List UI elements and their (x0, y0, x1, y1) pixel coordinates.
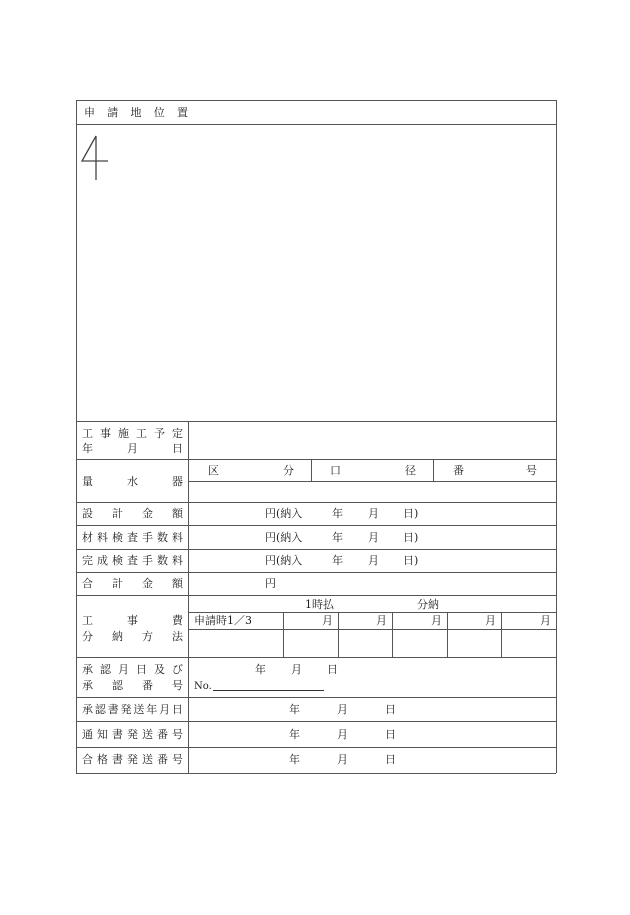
divider (433, 459, 434, 481)
completion-fee-yen: 円(納入 (265, 554, 303, 567)
location-label: 申 請 地 位 置 (84, 106, 188, 119)
material-inspection-fee-label: 材 料 検 査 手 数 料 (82, 531, 183, 544)
approval-doc-date-field[interactable] (189, 698, 556, 721)
month-col-3: 月 (431, 614, 442, 627)
meter-header-number: 番 号 (453, 464, 537, 477)
pass-doc-month: 月 (337, 753, 348, 766)
location-map-area[interactable] (77, 125, 556, 421)
approval-doc-day: 日 (385, 703, 396, 716)
month-col-2: 月 (376, 614, 387, 627)
payment-amount-col-1[interactable] (284, 630, 338, 657)
material-fee-yen: 円(納入 (265, 531, 303, 544)
payment-amount-col-3[interactable] (393, 630, 447, 657)
divider (311, 459, 312, 481)
payment-amount-col-4[interactable] (448, 630, 501, 657)
completion-fee-month: 月 (368, 554, 379, 567)
approval-doc-sent-date-label: 承 認 書 発 送 年 月 日 (82, 703, 183, 716)
installment-header: 分納 (417, 598, 439, 611)
border-bottom (76, 773, 556, 774)
payment-amount-col-5[interactable] (502, 630, 556, 657)
approval-doc-year: 年 (289, 703, 300, 716)
approval-no-label: No. (194, 681, 212, 692)
notice-doc-date-field[interactable] (189, 722, 556, 747)
notice-doc-day: 日 (385, 728, 396, 741)
divider (76, 657, 556, 658)
notice-doc-month: 月 (337, 728, 348, 741)
total-amount-field[interactable] (189, 573, 556, 595)
design-amount-month: 月 (368, 507, 379, 520)
construction-schedule-label-line1: 工 事 施 工 予 定 (82, 427, 183, 440)
month-col-4: 月 (485, 614, 496, 627)
divider (76, 459, 556, 460)
payment-amount-col-0[interactable] (189, 630, 283, 657)
total-amount-yen: 円 (265, 577, 276, 590)
approval-number-field[interactable] (213, 680, 324, 691)
notice-doc-year: 年 (289, 728, 300, 741)
meter-header-category: 区 分 (208, 464, 294, 477)
design-amount-yen: 円(納入 (265, 507, 303, 520)
payment-method-label-line1: 工 事 費 (82, 614, 183, 627)
material-fee-day: 日) (403, 531, 419, 544)
notice-doc-sent-number-label: 通 知 書 発 送 番 号 (82, 728, 183, 741)
approval-year: 年 (255, 663, 266, 676)
design-amount-year: 年 (332, 507, 343, 520)
lump-sum-header: 1時払 (305, 598, 334, 611)
material-fee-field[interactable] (189, 526, 556, 549)
material-fee-year: 年 (332, 531, 343, 544)
pass-doc-sent-number-label: 合 格 書 発 送 番 号 (82, 753, 183, 766)
approval-doc-month: 月 (337, 703, 348, 716)
construction-schedule-label-line2: 年 月 日 (82, 442, 183, 455)
completion-fee-day: 日) (403, 554, 419, 567)
meter-value-field[interactable] (189, 482, 556, 502)
design-amount-field[interactable] (189, 503, 556, 525)
pass-doc-day: 日 (385, 753, 396, 766)
pass-doc-year: 年 (289, 753, 300, 766)
handwritten-number-4 (80, 134, 116, 184)
meter-header-diameter: 口 径 (330, 464, 416, 477)
material-fee-month: 月 (368, 531, 379, 544)
payment-amount-col-2[interactable] (339, 630, 392, 657)
completion-fee-field[interactable] (189, 550, 556, 572)
divider (76, 595, 556, 596)
border-top (76, 100, 556, 101)
total-amount-label: 合 計 金 額 (82, 577, 183, 590)
approval-number-label-line2: 承 認 番 号 (82, 679, 183, 692)
construction-schedule-field[interactable] (189, 422, 556, 459)
approval-month: 月 (291, 663, 302, 676)
payment-method-label-line2: 分 納 方 法 (82, 630, 183, 643)
month-col-1: 月 (322, 614, 333, 627)
completion-inspection-fee-label: 完 成 検 査 手 数 料 (82, 554, 183, 567)
design-amount-day: 日) (403, 507, 419, 520)
completion-fee-year: 年 (332, 554, 343, 567)
approval-day: 日 (327, 663, 338, 676)
month-col-5: 月 (540, 614, 551, 627)
water-meter-label: 量 水 器 (82, 475, 183, 488)
pass-doc-date-field[interactable] (189, 748, 556, 773)
design-amount-label: 設 計 金 額 (82, 507, 183, 520)
at-application-one-third: 申請時1／3 (194, 614, 252, 627)
border-right (556, 100, 557, 773)
approval-date-label-line1: 承 認 月 日 及 び (82, 663, 183, 676)
